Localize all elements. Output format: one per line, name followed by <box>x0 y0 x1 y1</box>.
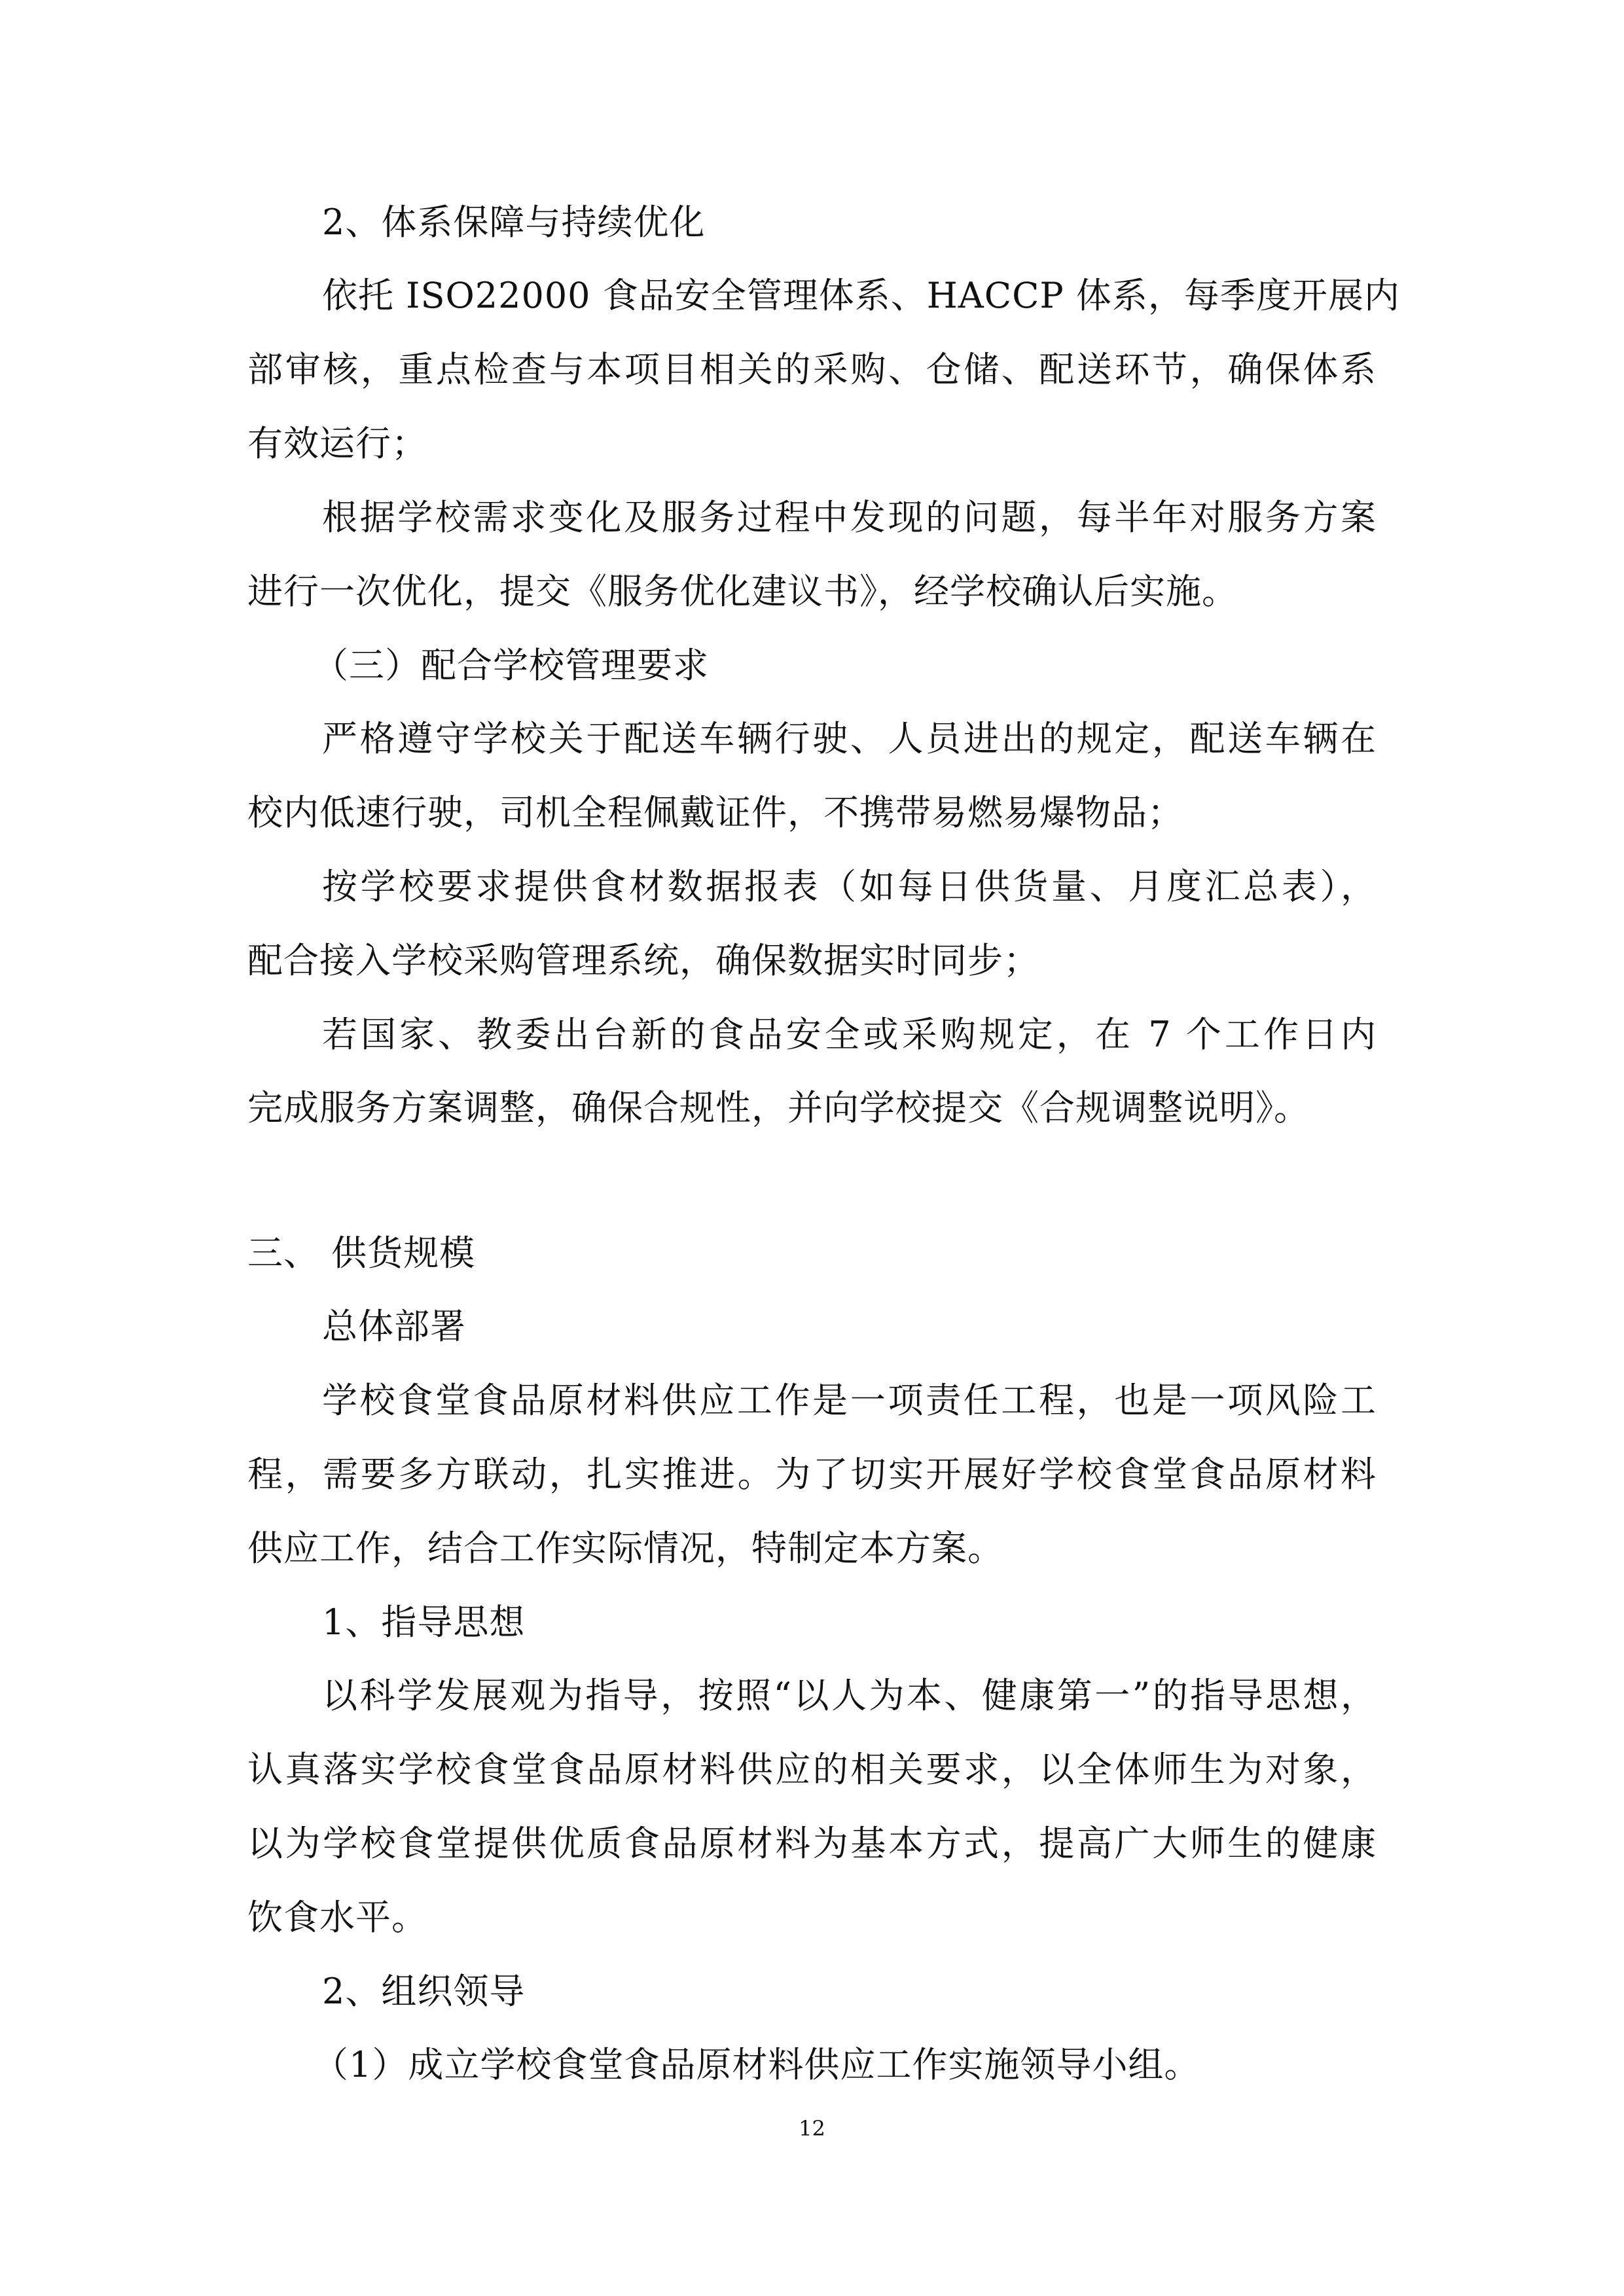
paragraph-line: 认真落实学校食堂食品原材料供应的相关要求，以全体师生为对象， <box>247 1749 1377 1790</box>
paragraph-line: 部审核，重点检查与本项目相关的采购、仓储、配送环节，确保体系 <box>247 349 1377 390</box>
heading-organization-leadership: 2、组织领导 <box>322 1971 526 2012</box>
paragraph-line: 校内低速行驶，司机全程佩戴证件，不携带易燃易爆物品； <box>247 792 1183 833</box>
paragraph-line: 完成服务方案调整，确保合规性，并向学校提交《合规调整说明》。 <box>247 1087 1310 1128</box>
paragraph-line: 程，需要多方联动，扎实推进。为了切实开展好学校食堂食品原材料 <box>247 1454 1377 1495</box>
subheading-overall-deployment: 总体部署 <box>322 1306 466 1347</box>
paragraph-line: 进行一次优化，提交《服务优化建议书》，经学校确认后实施。 <box>247 571 1238 612</box>
paragraph-line: 以科学发展观为指导，按照“以人为本、健康第一”的指导思想， <box>322 1675 1377 1716</box>
heading-cooperate-school: （三）配合学校管理要求 <box>313 645 709 686</box>
paragraph-line: 配合接入学校采购管理系统，确保数据实时同步； <box>247 940 1039 981</box>
heading-guiding-ideology: 1、指导思想 <box>322 1602 526 1643</box>
heading-system-assurance: 2、体系保障与持续优化 <box>322 202 706 243</box>
section-heading-supply-scale: 三、 供货规模 <box>247 1232 476 1274</box>
paragraph-line: 依托 ISO22000 食品安全管理体系、HACCP 体系，每季度开展内 <box>322 275 1400 316</box>
paragraph-line: 严格遵守学校关于配送车辆行驶、人员进出的规定，配送车辆在 <box>322 718 1377 759</box>
paragraph-line: 若国家、教委出台新的食品安全或采购规定，在 7 个工作日内 <box>322 1014 1377 1055</box>
paragraph-line: 按学校要求提供食材数据报表（如每日供货量、月度汇总表）， <box>322 866 1377 907</box>
paragraph-line: 以为学校食堂提供优质食品原材料为基本方式，提高广大师生的健康 <box>247 1823 1377 1864</box>
paragraph-line: （1）成立学校食堂食品原材料供应工作实施领导小组。 <box>313 2044 1200 2085</box>
page-number: 12 <box>799 2116 825 2141</box>
paragraph-line: 饮食水平。 <box>247 1897 427 1938</box>
paragraph-line: 根据学校需求变化及服务过程中发现的问题，每半年对服务方案 <box>322 497 1377 538</box>
paragraph-line: 有效运行； <box>247 423 427 464</box>
paragraph-line: 学校食堂食品原材料供应工作是一项责任工程，也是一项风险工 <box>322 1380 1377 1421</box>
paragraph-line: 供应工作，结合工作实际情况，特制定本方案。 <box>247 1528 1003 1569</box>
